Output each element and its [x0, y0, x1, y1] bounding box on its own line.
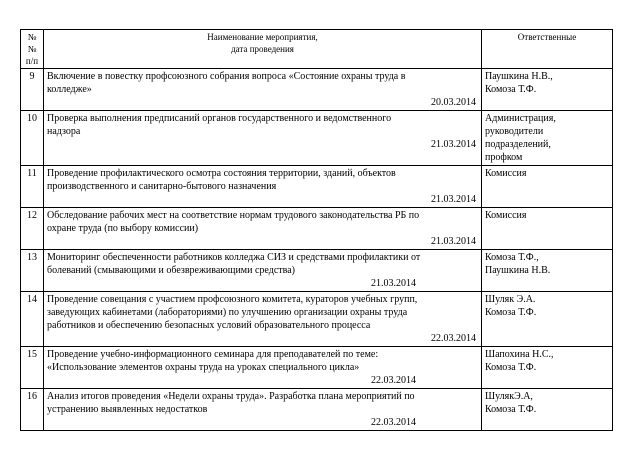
event-text-line: болеваний (смывающими и обезвреживающими средства): [47, 265, 295, 276]
responsible-name: Комоза Т.Ф.: [485, 362, 537, 373]
responsible-name: Администрация,: [485, 113, 556, 124]
row-number: 9: [21, 69, 44, 111]
row-number: 15: [21, 347, 44, 389]
header-event: [44, 30, 482, 69]
row-responsible: [482, 250, 613, 292]
table-row: [21, 111, 613, 166]
row-responsible: [482, 69, 613, 111]
row-number: 14: [21, 292, 44, 347]
row-responsible: [482, 292, 613, 347]
event-date: 21.03.2014: [431, 194, 476, 205]
row-number: 10: [21, 111, 44, 166]
row-event: [44, 111, 482, 166]
responsible-name: Паушкина Н.В.,: [485, 71, 553, 82]
event-text-line: Включение в повестку профсоюзного собрания вопроса «Состояние охраны труда в: [47, 71, 406, 82]
responsible-name: Комоза Т.Ф.: [485, 84, 537, 95]
row-responsible: [482, 389, 613, 431]
responsible-name: Комоза Т.Ф.: [485, 404, 537, 415]
event-date: 21.03.2014: [431, 139, 476, 150]
header-event-line2: дата проведения: [231, 44, 294, 54]
event-text-line: Проведение совещания с участием профсоюзного комитета, кураторов учебных групп,: [47, 294, 418, 305]
event-text-line: Мониторинг обеспеченности работников колледжа СИЗ и средствами профилактики от: [47, 252, 421, 263]
row-event: [44, 292, 482, 347]
responsible-name: профком: [485, 152, 523, 163]
header-event-line1: Наименование мероприятия,: [207, 32, 318, 42]
row-responsible: [482, 111, 613, 166]
event-text-line: Проведение профилактического осмотра состояния территории, зданий, объектов: [47, 168, 396, 179]
row-event: [44, 208, 482, 250]
table-row: [21, 389, 613, 431]
responsible-name: подразделений,: [485, 139, 551, 150]
header-number: [21, 30, 44, 69]
table-row: [21, 69, 613, 111]
row-responsible: [482, 208, 613, 250]
responsible-name: ШулякЭ.А,: [485, 391, 533, 402]
row-number: 16: [21, 389, 44, 431]
row-number: 11: [21, 166, 44, 208]
event-text-line: устранению выявленных недостатков: [47, 404, 208, 415]
event-date: 22.03.2014: [431, 333, 476, 344]
responsible-name: Комиссия: [485, 168, 527, 179]
responsible-name: руководители: [485, 126, 544, 137]
event-text-line: производственного и санитарно-бытового назначения: [47, 181, 277, 192]
row-number: 12: [21, 208, 44, 250]
event-date: 21.03.2014: [431, 236, 476, 247]
table-row: [21, 292, 613, 347]
event-text-line: заведующих кабинетами (лабораториями) по улучшению организации охраны труда: [47, 307, 408, 318]
row-event: [44, 69, 482, 111]
row-responsible: [482, 166, 613, 208]
responsible-name: Комоза Т.Ф.,: [485, 252, 539, 263]
row-responsible: [482, 347, 613, 389]
event-text-line: надзора: [47, 126, 81, 137]
responsible-name: Комоза Т.Ф.: [485, 307, 537, 318]
table-row: [21, 208, 613, 250]
responsible-name: Комиссия: [485, 210, 527, 221]
table-header-row: [21, 30, 613, 69]
event-text-line: работников и обеспечению безопасных условий образовательного процесса: [47, 320, 371, 331]
event-text-line: Проверка выполнения предписаний органов государственного и ведомственного: [47, 113, 392, 124]
event-date: 21.03.2014: [371, 278, 416, 289]
event-text-line: «Использование элементов охраны труда на уроках специального цикла»: [47, 362, 360, 373]
row-event: [44, 166, 482, 208]
row-number: 13: [21, 250, 44, 292]
event-date: 20.03.2014: [431, 97, 476, 108]
event-text-line: Обследование рабочих мест на соответствие нормам трудового законодательства РБ по: [47, 210, 420, 221]
event-text-line: колледже»: [47, 84, 92, 95]
header-number-line2: п/п: [25, 56, 39, 66]
header-number-line1: №№: [27, 32, 37, 54]
event-text-line: Анализ итогов проведения «Недели охраны труда». Разработка плана мероприятий по: [47, 391, 415, 402]
row-event: [44, 389, 482, 431]
event-text-line: Проведение учебно-информационного семинара для преподавателей по теме:: [47, 349, 379, 360]
table-row: [21, 166, 613, 208]
event-date: 22.03.2014: [371, 417, 416, 428]
events-table: [20, 29, 613, 431]
responsible-name: Шапохина Н.С.,: [485, 349, 554, 360]
row-event: [44, 250, 482, 292]
table-row: [21, 250, 613, 292]
responsible-name: Паушкина Н.В.: [485, 265, 551, 276]
header-responsible: Ответственные: [482, 30, 613, 69]
table-row: [21, 347, 613, 389]
event-date: 22.03.2014: [371, 375, 416, 386]
table-body: [21, 69, 613, 431]
responsible-name: Шуляк Э.А.: [485, 294, 536, 305]
row-event: [44, 347, 482, 389]
event-text-line: охране труда (по выбору комиссии): [47, 223, 199, 234]
